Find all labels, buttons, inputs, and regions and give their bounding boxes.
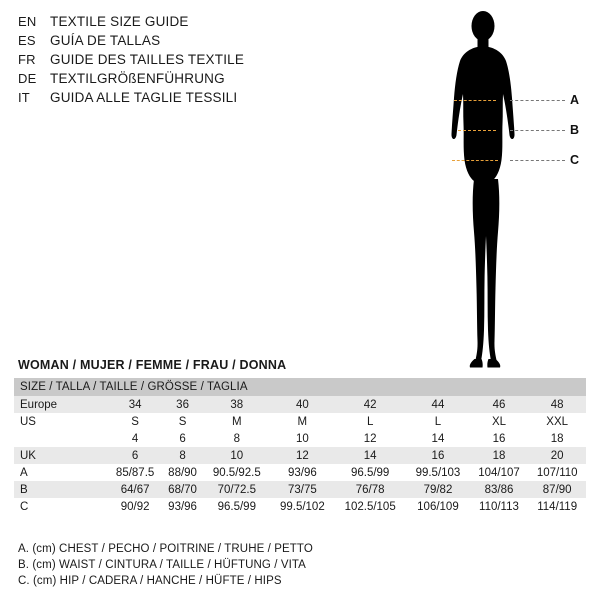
- cell: 4: [108, 430, 162, 447]
- cell: 107/110: [528, 464, 586, 481]
- cell: XXL: [528, 413, 586, 430]
- language-list: [18, 14, 318, 109]
- row-label: C: [14, 498, 108, 515]
- female-silhouette-icon: [430, 8, 595, 373]
- table-row: [14, 498, 586, 515]
- row-label: US: [14, 413, 108, 430]
- legend-row-a: A. (cm) CHEST / PECHO / POITRINE / TRUHE / PETTO: [18, 543, 313, 555]
- cell: 16: [470, 430, 529, 447]
- table-row: [14, 464, 586, 481]
- cell: L: [406, 413, 469, 430]
- cell: 46: [470, 396, 529, 413]
- language-code: IT: [18, 90, 30, 105]
- cell: 114/119: [528, 498, 586, 515]
- cell: 8: [203, 430, 271, 447]
- size-table: [14, 378, 586, 515]
- waist-measure-line: [458, 130, 496, 131]
- cell: 40: [271, 396, 334, 413]
- cell: 10: [271, 430, 334, 447]
- hip-leader-line: [510, 160, 565, 161]
- cell: 85/87.5: [108, 464, 162, 481]
- table-row: [14, 447, 586, 464]
- waist-leader-line: [510, 130, 565, 131]
- cell: L: [334, 413, 406, 430]
- row-label: UK: [14, 447, 108, 464]
- cell: XL: [470, 413, 529, 430]
- cell: 38: [203, 396, 271, 413]
- cell: 64/67: [108, 481, 162, 498]
- cell: 106/109: [406, 498, 469, 515]
- cell: 12: [334, 430, 406, 447]
- language-text: GUIDE DES TAILLES TEXTILE: [50, 52, 245, 67]
- table-row: [14, 430, 586, 447]
- chest-leader-line: [510, 100, 565, 101]
- cell: 34: [108, 396, 162, 413]
- measurement-legend: [18, 543, 578, 591]
- language-text: GUIDA ALLE TAGLIE TESSILI: [50, 90, 238, 105]
- language-text: GUÍA DE TALLAS: [50, 33, 161, 48]
- cell: 93/96: [162, 498, 203, 515]
- language-row: [18, 52, 318, 71]
- chest-measure-line: [454, 100, 496, 101]
- cell: M: [271, 413, 334, 430]
- cell: 99.5/102: [271, 498, 334, 515]
- cell: 70/72.5: [203, 481, 271, 498]
- hip-measure-line: [452, 160, 498, 161]
- cell: 14: [406, 430, 469, 447]
- cell: 83/86: [470, 481, 529, 498]
- cell: 102.5/105: [334, 498, 406, 515]
- cell: 87/90: [528, 481, 586, 498]
- cell: S: [108, 413, 162, 430]
- cell: 99.5/103: [406, 464, 469, 481]
- language-text: TEXTILGRÖßENFÜHRUNG: [50, 71, 225, 86]
- row-label: [14, 430, 108, 447]
- cell: M: [203, 413, 271, 430]
- cell: 104/107: [470, 464, 529, 481]
- measure-label-a: A: [570, 93, 580, 107]
- cell: 44: [406, 396, 469, 413]
- cell: 48: [528, 396, 586, 413]
- cell: 90.5/92.5: [203, 464, 271, 481]
- cell: 8: [162, 447, 203, 464]
- language-row: [18, 14, 318, 33]
- cell: 12: [271, 447, 334, 464]
- cell: 96.5/99: [334, 464, 406, 481]
- language-code: ES: [18, 33, 36, 48]
- cell: 73/75: [271, 481, 334, 498]
- row-label: A: [14, 464, 108, 481]
- cell: 110/113: [470, 498, 529, 515]
- table-row: [14, 481, 586, 498]
- cell: 20: [528, 447, 586, 464]
- measure-label-c: C: [570, 153, 580, 167]
- cell: 14: [334, 447, 406, 464]
- cell: 18: [528, 430, 586, 447]
- cell: S: [162, 413, 203, 430]
- female-body-figure: [430, 8, 595, 373]
- language-code: DE: [18, 71, 37, 86]
- row-label: Europe: [14, 396, 108, 413]
- cell: 36: [162, 396, 203, 413]
- language-code: EN: [18, 14, 37, 29]
- language-text: TEXTILE SIZE GUIDE: [50, 14, 189, 29]
- cell: 93/96: [271, 464, 334, 481]
- language-row: [18, 33, 318, 52]
- cell: 79/82: [406, 481, 469, 498]
- cell: 6: [108, 447, 162, 464]
- cell: 76/78: [334, 481, 406, 498]
- row-label: B: [14, 481, 108, 498]
- language-row: [18, 90, 318, 109]
- table-header-row: [14, 378, 586, 396]
- cell: 96.5/99: [203, 498, 271, 515]
- cell: 10: [203, 447, 271, 464]
- table-row: [14, 396, 586, 413]
- cell: 90/92: [108, 498, 162, 515]
- cell: 16: [406, 447, 469, 464]
- legend-row-c: C. (cm) HIP / CADERA / HANCHE / HÜFTE / HIPS: [18, 575, 282, 587]
- cell: 18: [470, 447, 529, 464]
- language-row: [18, 71, 318, 90]
- table-row: [14, 413, 586, 430]
- section-title: WOMAN / MUJER / FEMME / FRAU / DONNA: [18, 358, 287, 372]
- table-header-label: SIZE / TALLA / TAILLE / GRÖSSE / TAGLIA: [14, 378, 586, 396]
- cell: 6: [162, 430, 203, 447]
- cell: 88/90: [162, 464, 203, 481]
- legend-row-b: B. (cm) WAIST / CINTURA / TAILLE / HÜFTUNG / VITA: [18, 559, 306, 571]
- cell: 42: [334, 396, 406, 413]
- cell: 68/70: [162, 481, 203, 498]
- measure-label-b: B: [570, 123, 580, 137]
- language-code: FR: [18, 52, 36, 67]
